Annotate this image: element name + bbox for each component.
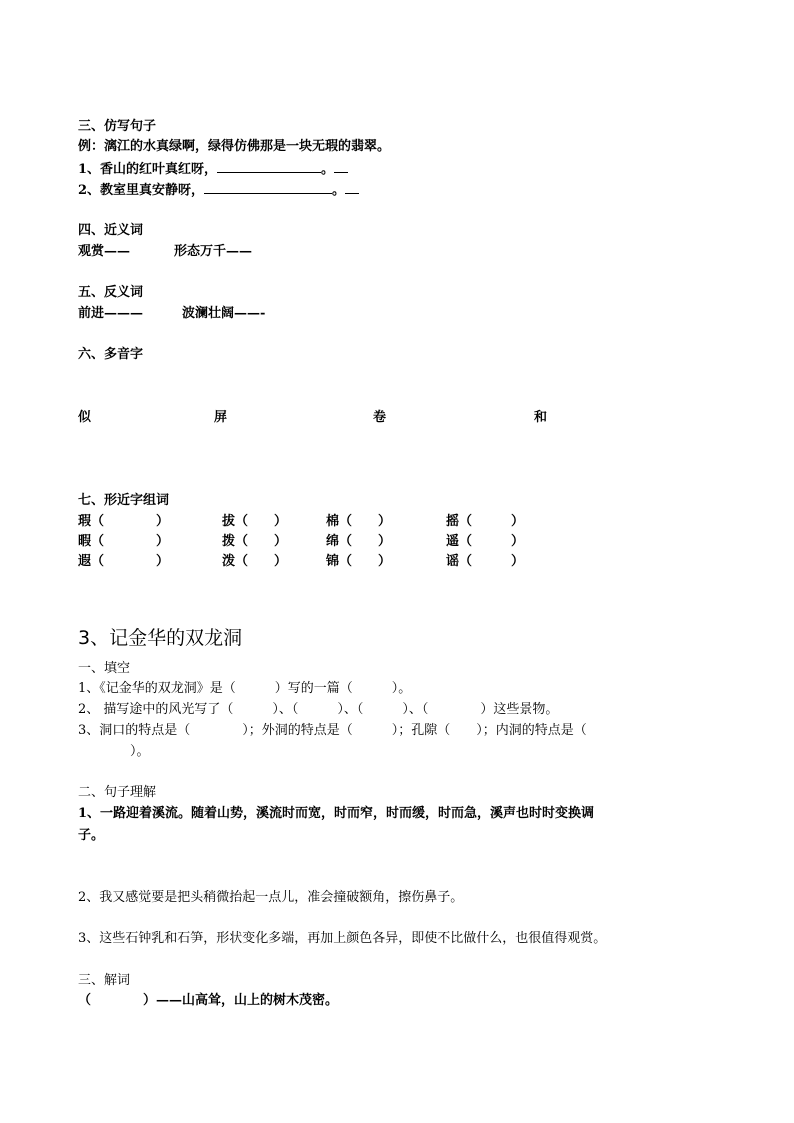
section-heading-polyphones: 六、多音字: [78, 347, 144, 362]
similar-char-cell: 拔（ ）: [222, 514, 288, 529]
antonym-word-2: 波澜壮阔——-: [182, 306, 266, 321]
sentence-question-1-line-2: 子。: [78, 828, 105, 843]
similar-char-cell: 瑕（ ）: [78, 514, 170, 529]
similar-char-cell: 锦（ ）: [326, 554, 392, 569]
similar-char-cell: 谣（ ）: [446, 554, 525, 569]
answer-blank-1-tail: [334, 159, 348, 173]
polyphone-char-4: 和: [534, 410, 548, 425]
section-heading-antonyms: 五、反义词: [78, 285, 144, 300]
sentence-question-2: 2、我又感觉要是把头稍微抬起一点儿，准会撞破额角，擦伤鼻子。: [78, 890, 464, 905]
similar-char-cell: 绵（ ）: [326, 534, 392, 549]
imitate-item-1-suffix: 。: [321, 162, 335, 177]
similar-char-cell: 摇（ ）: [446, 514, 525, 529]
similar-char-cell: 拨（ ）: [222, 534, 288, 549]
section-heading-similar-chars: 七、形近字组词: [78, 493, 170, 508]
synonym-word-1: 观赏——: [78, 244, 131, 259]
imitate-item-2-suffix: 。: [332, 183, 346, 198]
imitate-item-2: [78, 180, 359, 200]
similar-char-cell: 棉（ ）: [326, 514, 392, 529]
fill-question-1: 1、《记金华的双龙洞》是（ ）写的一篇（ ）。: [78, 681, 412, 696]
example-sentence: 例：漓江的水真绿啊，绿得仿佛那是一块无瑕的翡翠。: [78, 139, 391, 154]
polyphone-char-1: 似: [78, 410, 92, 425]
answer-blank-1[interactable]: [217, 159, 321, 173]
sentence-question-3: 3、这些石钟乳和石笋，形状变化多端，再加上颜色各异，即使不比做什么，也很值得观赏。: [78, 931, 607, 946]
section-heading-fill-in: 一、填空: [78, 661, 131, 676]
fill-question-2: 2、 描写途中的风光写了（ ）、（ ）、（ ）、（ ）这些景物。: [78, 702, 559, 717]
similar-char-cell: 暇（ ）: [78, 534, 170, 549]
similar-char-cell: 泼（ ）: [222, 554, 288, 569]
sentence-question-1-line-1: 1、一路迎着溪流。随着山势，溪流时而宽，时而窄，时而缓，时而急，溪声也时时变换调: [78, 806, 595, 821]
section-heading-word-explanation: 三、解词: [78, 973, 131, 988]
section-heading-sentence-understanding: 二、句子理解: [78, 785, 157, 800]
answer-blank-2-tail: [345, 180, 359, 194]
polyphone-char-3: 卷: [373, 410, 387, 425]
polyphone-char-2: 屏: [214, 410, 228, 425]
word-explanation-question-1: （ ）——山高耸，山上的树木茂密。: [78, 993, 339, 1008]
antonym-word-1: 前进———: [78, 306, 144, 321]
fill-question-3-line-1: 3、洞口的特点是（ ）；外洞的特点是（ ）；孔隙（ ）；内洞的特点是（: [78, 723, 587, 738]
section-heading-imitate: 三、仿写句子: [78, 119, 157, 134]
lesson-title: 3、记金华的双龙洞: [78, 627, 243, 649]
similar-char-cell: 遐（ ）: [78, 554, 170, 569]
imitate-item-1: [78, 159, 348, 179]
synonym-word-2: 形态万千——: [174, 244, 253, 259]
imitate-item-1-prefix: 1、香山的红叶真红呀，: [78, 162, 218, 177]
section-heading-synonyms: 四、近义词: [78, 223, 144, 238]
answer-blank-2[interactable]: [204, 180, 332, 194]
similar-char-cell: 遥（ ）: [446, 534, 525, 549]
imitate-item-2-prefix: 2、教室里真安静呀，: [78, 183, 205, 198]
fill-question-3-line-2: ）。: [78, 744, 150, 759]
